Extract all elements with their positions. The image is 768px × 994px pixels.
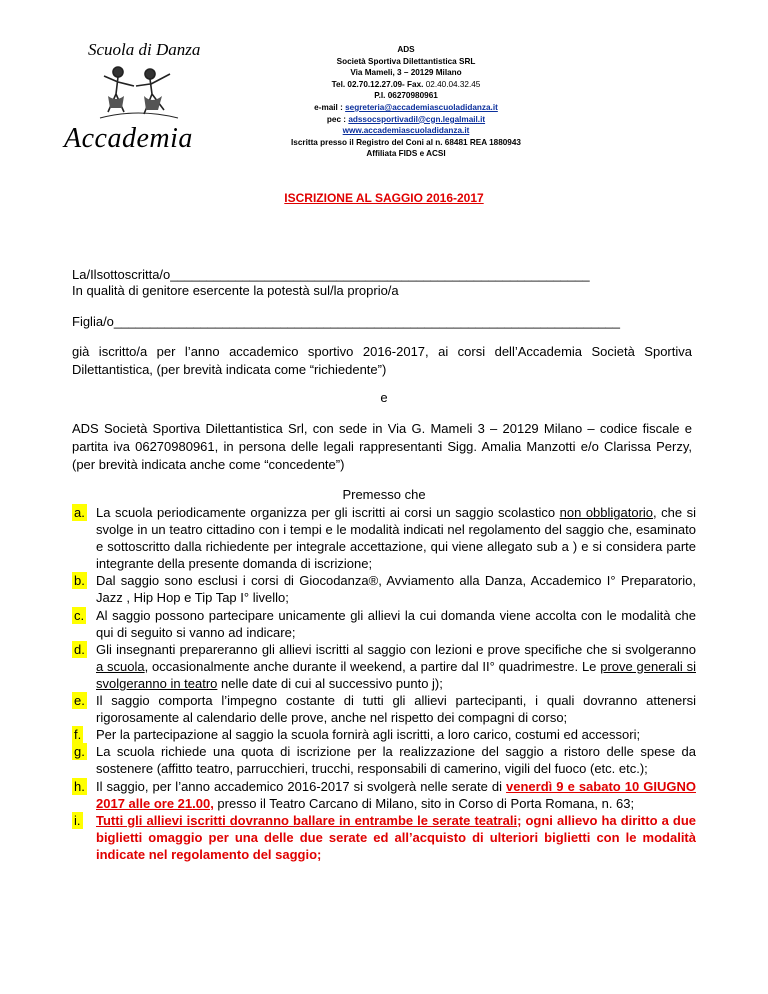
list-item: i. Tutti gli allievi iscritti dovranno ballare in entrambe le serate teatrali; ogni allievo ha diritto a due biglietti omaggio per una delle due serate ed all’acquisto di ulteriori biglietti con le modalità indicate nel regolamento del saggio; [74,812,696,862]
header-line-2: Società Sportiva Dilettantistica SRL [336,56,476,66]
item-letter: f. [74,727,82,743]
pec-link[interactable]: adssocsportivadil@cgn.legalmail.it [348,114,486,124]
premise-list [72,504,696,863]
item-letter: a. [74,505,85,520]
item-letter: d. [74,641,85,657]
list-item: d. Gli insegnanti prepareranno gli allievi iscritti al saggio con lezioni e prove specifiche che si svolgeranno a scuola, occasionalmente anche durante il weekend, a partire dal II° quadrimestre. Le prove generali si svolgeranno in teatro nelle date di cui al successivo punto j); [74,641,696,691]
logo-script-bottom: Accademia [64,123,193,154]
and-conjunction: e [380,390,388,405]
school-logo [58,40,218,158]
list-item: g. La scuola richiede una quota di iscrizione per la realizzazione del saggio a ristoro delle spese da sostenere (affitto teatro, parrucchieri, trucchi, responsabili di camerino, vigili del fuoco (etc. etc.); [74,744,696,777]
parent-line: In qualità di genitore esercente la potestà sul/la proprio/a [72,283,399,298]
email-link[interactable]: segreteria@accademiascuoladidanza.it [345,102,498,112]
document-title: ISCRIZIONE AL SAGGIO 2016-2017 [284,191,484,205]
header-affiliation: Affiliata FIDS e ACSI [366,149,446,159]
premise-heading: Premesso che [342,487,426,502]
item-letter: g. [74,744,85,760]
dancers-illustration-icon [78,62,198,124]
header-email-line [262,102,550,114]
header-vat: P.I. 06270980961 [374,91,438,101]
company-paragraph: ADS Società Sportiva Dilettantistica Srl, con sede in Via G. Mameli 3 – 20129 Milano – codice fiscale e partita iva 06270980961, in persona delle legali rappresentanti Sigg. Amalia Manzotti e/o Clarissa Perzy, (per brevità indicata anche come “concedente”) [72,421,692,472]
header-phone-line [262,79,550,91]
saggio-dates: venerdì 9 e sabato 10 GIUGNO 2017 alle ore 21.00, [96,778,696,811]
list-item: c. Al saggio possono partecipare unicamente gli allievi la cui domanda viene accolta con le modalità che qui di seguito si vanno ad indicare; [74,607,696,640]
item-letter: h. [74,778,85,794]
header-line-3: Via Mameli, 3 – 20129 Milano [350,68,462,78]
enrolled-paragraph: già iscritto/a per l’anno accademico sportivo 2016-2017, ai corsi dell’Accademia Società Sportiva Dilettantistica, (per brevità indicata come “richiedente”) [72,344,692,377]
logo-script-top: Scuola di Danza [88,40,201,59]
header-phone: Tel. 02.70.12.27.09- Fax. [331,79,424,89]
list-item: b. Dal saggio sono esclusi i corsi di Giocodanza®, Avviamento alla Danza, Accademico I° Preparatorio, Jazz , Hip Hop e Tip Tap I° livello; [74,573,696,606]
list-item: h. Il saggio, per l’anno accademico 2016-2017 si svolgerà nelle serate di venerdì 9 e sabato 10 GIUGNO 2017 alle ore 21.00, presso il Teatro Carcano di Milano, sito in Corso di Porta Romana, n. 63; [74,778,696,811]
header-line-1: ADS [397,45,415,54]
header-pec-line [262,114,550,126]
website-link[interactable]: www.accademiascuoladidanza.it [342,126,470,136]
item-letter: i. [74,812,81,828]
list-item: e. Il saggio comporta l’impegno costante di tutti gli allievi partecipanti, i quali dovranno attenersi rigorosamente al calendario delle prove, anche nel rispetto dei compagni di corso; [74,693,696,726]
item-letter: e. [74,693,85,709]
child-line: Figlia/o______________________________________________________________________ [72,314,621,329]
email-label: e-mail : [314,102,343,112]
list-item: f. Per la partecipazione al saggio la scuola fornirà agli iscritti, a loro carico, costumi ed accessori; [74,727,641,743]
pec-label: pec : [326,114,347,124]
list-item: a. La scuola periodicamente organizza per gli iscritti ai corsi un saggio scolastico non obbligatorio, che si svolge in un teatro cittadino con i tempi e le modalità indicati nel regolamento del saggio che, esaminato e sottoscritto dalla richiedente per integrale accettazione, qui viene allegato sub a ) e si considera parte integrante della presente domanda di iscrizione; [74,505,696,572]
header-fax: 02.40.04.32.45 [425,79,481,89]
item-letter: c. [74,607,85,623]
company-header [262,44,550,160]
item-letter: b. [74,573,85,589]
undersigned-line: La/Ilsottoscritta/o__________________________________________________________ [72,267,590,282]
header-registry: Iscritta presso il Registro del Coni al n. 68481 REA 1880943 [291,137,521,147]
